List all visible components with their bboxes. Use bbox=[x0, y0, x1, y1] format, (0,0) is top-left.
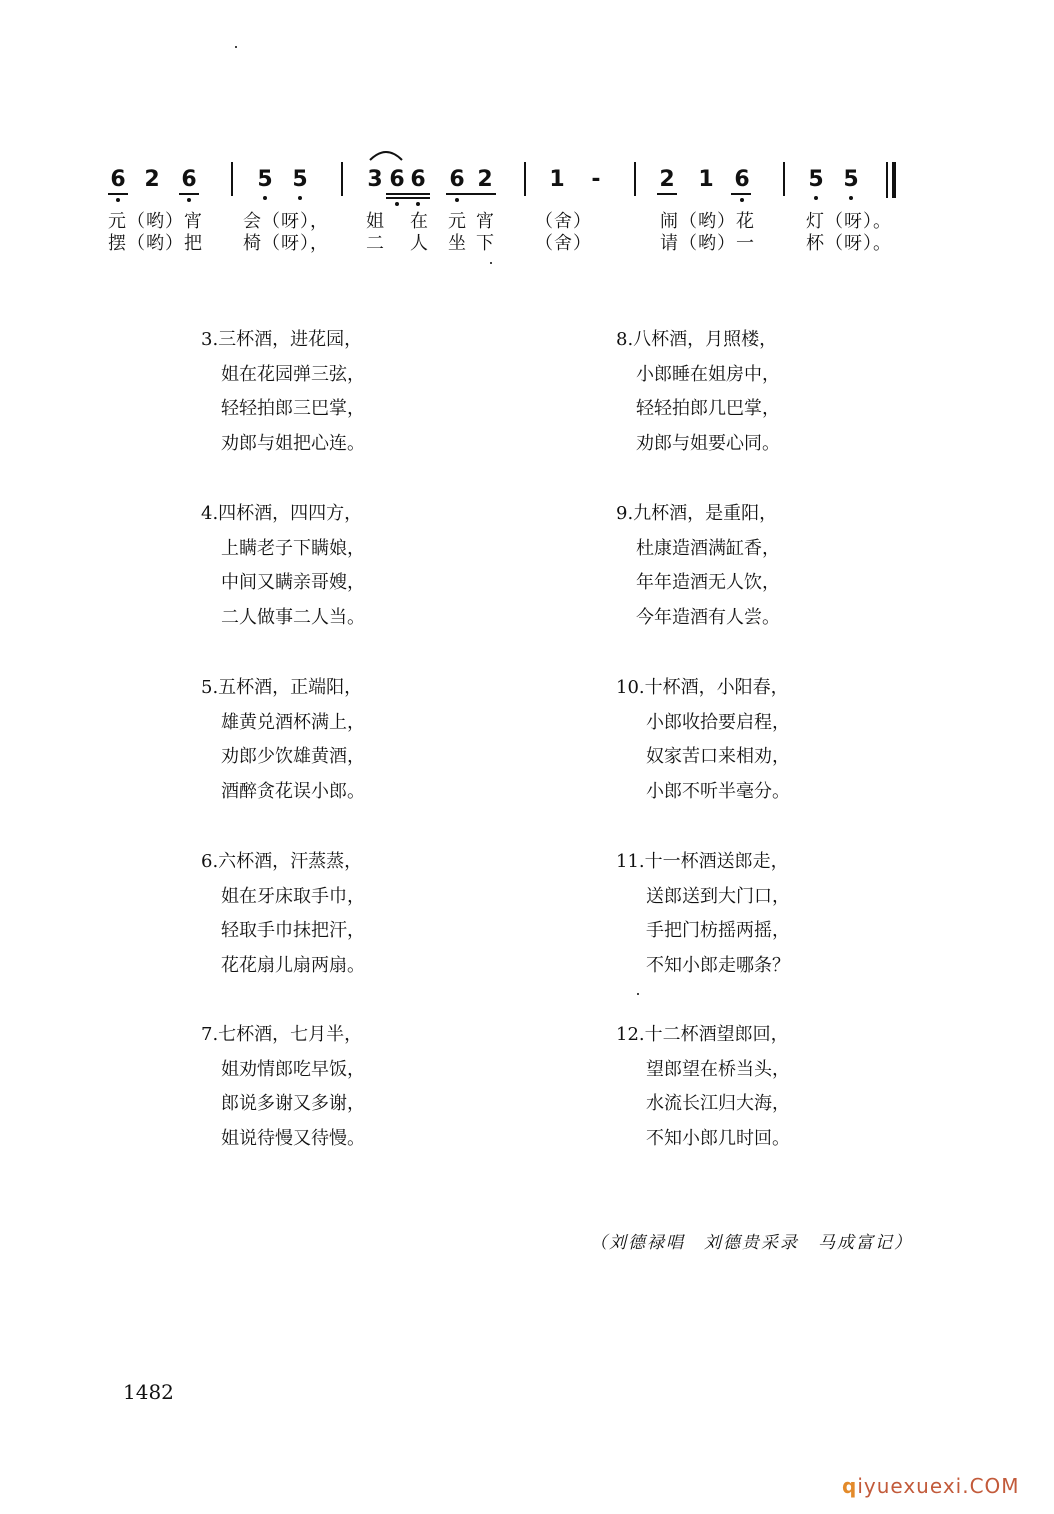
verse-stanza bbox=[201, 497, 365, 635]
low-octave-dot bbox=[814, 196, 818, 200]
underline-beam bbox=[108, 193, 128, 195]
score-note: 2 bbox=[477, 167, 493, 192]
verse-line: 姐在花园弹三弦， bbox=[221, 363, 365, 385]
lyric-syllable: 椅（呀）， bbox=[243, 233, 329, 254]
verse-line: 4.四杯酒，四四方， bbox=[201, 503, 363, 524]
verse-line: 雄黄兑酒杯满上， bbox=[221, 711, 365, 733]
low-octave-dot bbox=[416, 202, 420, 206]
low-octave-dot bbox=[187, 198, 191, 202]
verse-line: 6.六杯酒，汗蒸蒸， bbox=[201, 851, 363, 872]
low-octave-dot bbox=[298, 196, 302, 200]
lyric-syllable: 摆（哟）把 bbox=[108, 233, 203, 254]
underline-beam bbox=[386, 193, 430, 195]
low-octave-dot bbox=[263, 196, 267, 200]
lyric-syllable: 请（哟）一 bbox=[660, 233, 755, 254]
score-note: 6 bbox=[389, 167, 405, 192]
verse-line: 二人做事二人当。 bbox=[221, 606, 365, 628]
lyric-syllable: 杯（呀）。 bbox=[806, 233, 892, 254]
underline-beam bbox=[179, 193, 199, 195]
verse-line: 小郎睡在姐房中， bbox=[636, 363, 780, 385]
verse-stanza bbox=[616, 323, 780, 461]
low-octave-dot bbox=[455, 198, 459, 202]
final-barline-thin bbox=[886, 162, 888, 198]
verse-line: 中间又瞒亲哥嫂， bbox=[221, 572, 365, 593]
score-note: 5 bbox=[808, 167, 824, 192]
verse-line: 不知小郎走哪条？ bbox=[646, 954, 790, 976]
underline-beam bbox=[386, 197, 430, 199]
verse-line: 3.三杯酒，进花园， bbox=[201, 329, 363, 350]
barline bbox=[634, 162, 636, 196]
verse-line: 轻取手巾抹把汗， bbox=[221, 920, 365, 941]
verse-stanza bbox=[201, 845, 365, 983]
verse-line: 轻轻拍郎几巴掌， bbox=[636, 398, 780, 419]
verse-line: 花花扇儿扇两扇。 bbox=[221, 954, 365, 976]
verse-stanza bbox=[616, 845, 790, 983]
verse-line: 小郎收拾要启程， bbox=[646, 711, 790, 733]
verse-line: 11.十一杯酒送郎走， bbox=[616, 851, 789, 872]
verse-line: 今年造酒有人尝。 bbox=[636, 606, 780, 628]
verse-stanza bbox=[616, 1018, 790, 1156]
verse-line: 水流长江归大海， bbox=[646, 1093, 790, 1114]
final-barline-thick bbox=[892, 162, 896, 198]
score-note: - bbox=[591, 167, 601, 192]
lyric-syllable: 姐 bbox=[366, 211, 385, 232]
lyric-syllable: 元 bbox=[448, 211, 467, 232]
score-note: 6 bbox=[449, 167, 465, 192]
lyric-syllable: 元（哟）宵 bbox=[108, 211, 203, 232]
watermark-logo-letter: q bbox=[842, 1474, 858, 1498]
underline-beam bbox=[731, 193, 751, 195]
barline bbox=[783, 162, 785, 196]
score-note: 2 bbox=[144, 167, 160, 192]
low-octave-dot bbox=[395, 202, 399, 206]
verse-line: 望郎望在桥当头， bbox=[646, 1058, 790, 1080]
verse-stanza bbox=[616, 671, 790, 809]
barline bbox=[341, 162, 343, 196]
verse-line: 8.八杯酒，月照楼， bbox=[616, 329, 778, 350]
lyric-syllable: （舍） bbox=[535, 233, 592, 254]
score-note: 5 bbox=[292, 167, 308, 192]
verse-stanza bbox=[201, 671, 365, 809]
score-note: 6 bbox=[110, 167, 126, 192]
verse-line: 姐在牙床取手巾， bbox=[221, 885, 365, 907]
page-number: 1482 bbox=[123, 1380, 174, 1404]
verse-line: 姐说待慢又待慢。 bbox=[221, 1127, 365, 1149]
verse-line: 小郎不听半毫分。 bbox=[646, 780, 790, 802]
verse-line: 郎说多谢又多谢， bbox=[221, 1093, 365, 1114]
verse-line: 5.五杯酒，正端阳， bbox=[201, 677, 363, 698]
lyric-syllable: 灯（呀）。 bbox=[806, 211, 892, 232]
lyric-syllable: 坐 bbox=[448, 233, 467, 254]
low-octave-dot bbox=[116, 198, 120, 202]
score-note: 3 bbox=[367, 167, 383, 192]
score-note: 5 bbox=[257, 167, 273, 192]
verse-line: 7.七杯酒，七月半， bbox=[201, 1024, 363, 1045]
verse-line: 手把门枋摇两摇， bbox=[646, 920, 790, 941]
lyric-syllable: 下 bbox=[476, 233, 495, 254]
lyric-syllable: 宵 bbox=[476, 211, 495, 232]
verse-line: 杜康造酒满缸香， bbox=[636, 537, 780, 559]
slur-mark bbox=[368, 148, 404, 162]
lyric-syllable: （舍） bbox=[535, 211, 592, 232]
lyric-syllable: 二 bbox=[366, 233, 385, 254]
score-note: 1 bbox=[698, 167, 714, 192]
scan-speck bbox=[637, 993, 639, 995]
barline bbox=[231, 162, 233, 196]
verse-line: 奴家苦口来相劝， bbox=[646, 746, 790, 767]
verse-line: 上瞒老子下瞒娘， bbox=[221, 537, 365, 559]
verse-line: 12.十二杯酒望郎回， bbox=[616, 1024, 789, 1045]
verse-line: 10.十杯酒，小阳春， bbox=[616, 677, 789, 698]
lyric-syllable: 在 bbox=[410, 211, 429, 232]
verse-line: 劝郎少饮雄黄酒， bbox=[221, 746, 365, 767]
verse-line: 不知小郎几时回。 bbox=[646, 1127, 790, 1149]
verse-stanza bbox=[616, 497, 780, 635]
low-octave-dot bbox=[740, 198, 744, 202]
barline bbox=[524, 162, 526, 196]
low-octave-dot bbox=[849, 196, 853, 200]
verse-line: 劝郎与姐把心连。 bbox=[221, 432, 365, 454]
lyric-syllable: 会（呀）， bbox=[243, 211, 329, 232]
verse-line: 送郎送到大门口， bbox=[646, 885, 790, 907]
lyric-syllable: 闹（哟）花 bbox=[660, 211, 755, 232]
score-note: 2 bbox=[659, 167, 675, 192]
verse-line: 轻轻拍郎三巴掌， bbox=[221, 398, 365, 419]
score-note: 6 bbox=[410, 167, 426, 192]
underline-beam bbox=[657, 193, 677, 195]
verse-line: 年年造酒无人饮， bbox=[636, 572, 780, 593]
verse-stanza bbox=[201, 1018, 365, 1156]
verse-line: 酒醉贪花误小郎。 bbox=[221, 780, 365, 802]
verse-line: 劝郎与姐要心同。 bbox=[636, 432, 780, 454]
performer-credits: （刘德禄唱 刘德贵采录 马成富记） bbox=[590, 1233, 913, 1253]
verse-line: 姐劝情郎吃早饭， bbox=[221, 1058, 365, 1080]
scan-speck bbox=[490, 262, 492, 264]
watermark-text: iyuexuexi.COM bbox=[857, 1474, 1020, 1498]
site-watermark bbox=[842, 1474, 1020, 1498]
lyric-syllable: 人 bbox=[410, 233, 429, 254]
verse-line: 9.九杯酒，是重阳， bbox=[616, 503, 778, 524]
score-note: 5 bbox=[843, 167, 859, 192]
score-note: 6 bbox=[734, 167, 750, 192]
score-note: 6 bbox=[181, 167, 197, 192]
score-note: 1 bbox=[549, 167, 565, 192]
underline-beam bbox=[446, 193, 496, 195]
verse-stanza bbox=[201, 323, 365, 461]
scan-speck bbox=[235, 46, 237, 48]
numbered-score bbox=[0, 0, 1054, 270]
